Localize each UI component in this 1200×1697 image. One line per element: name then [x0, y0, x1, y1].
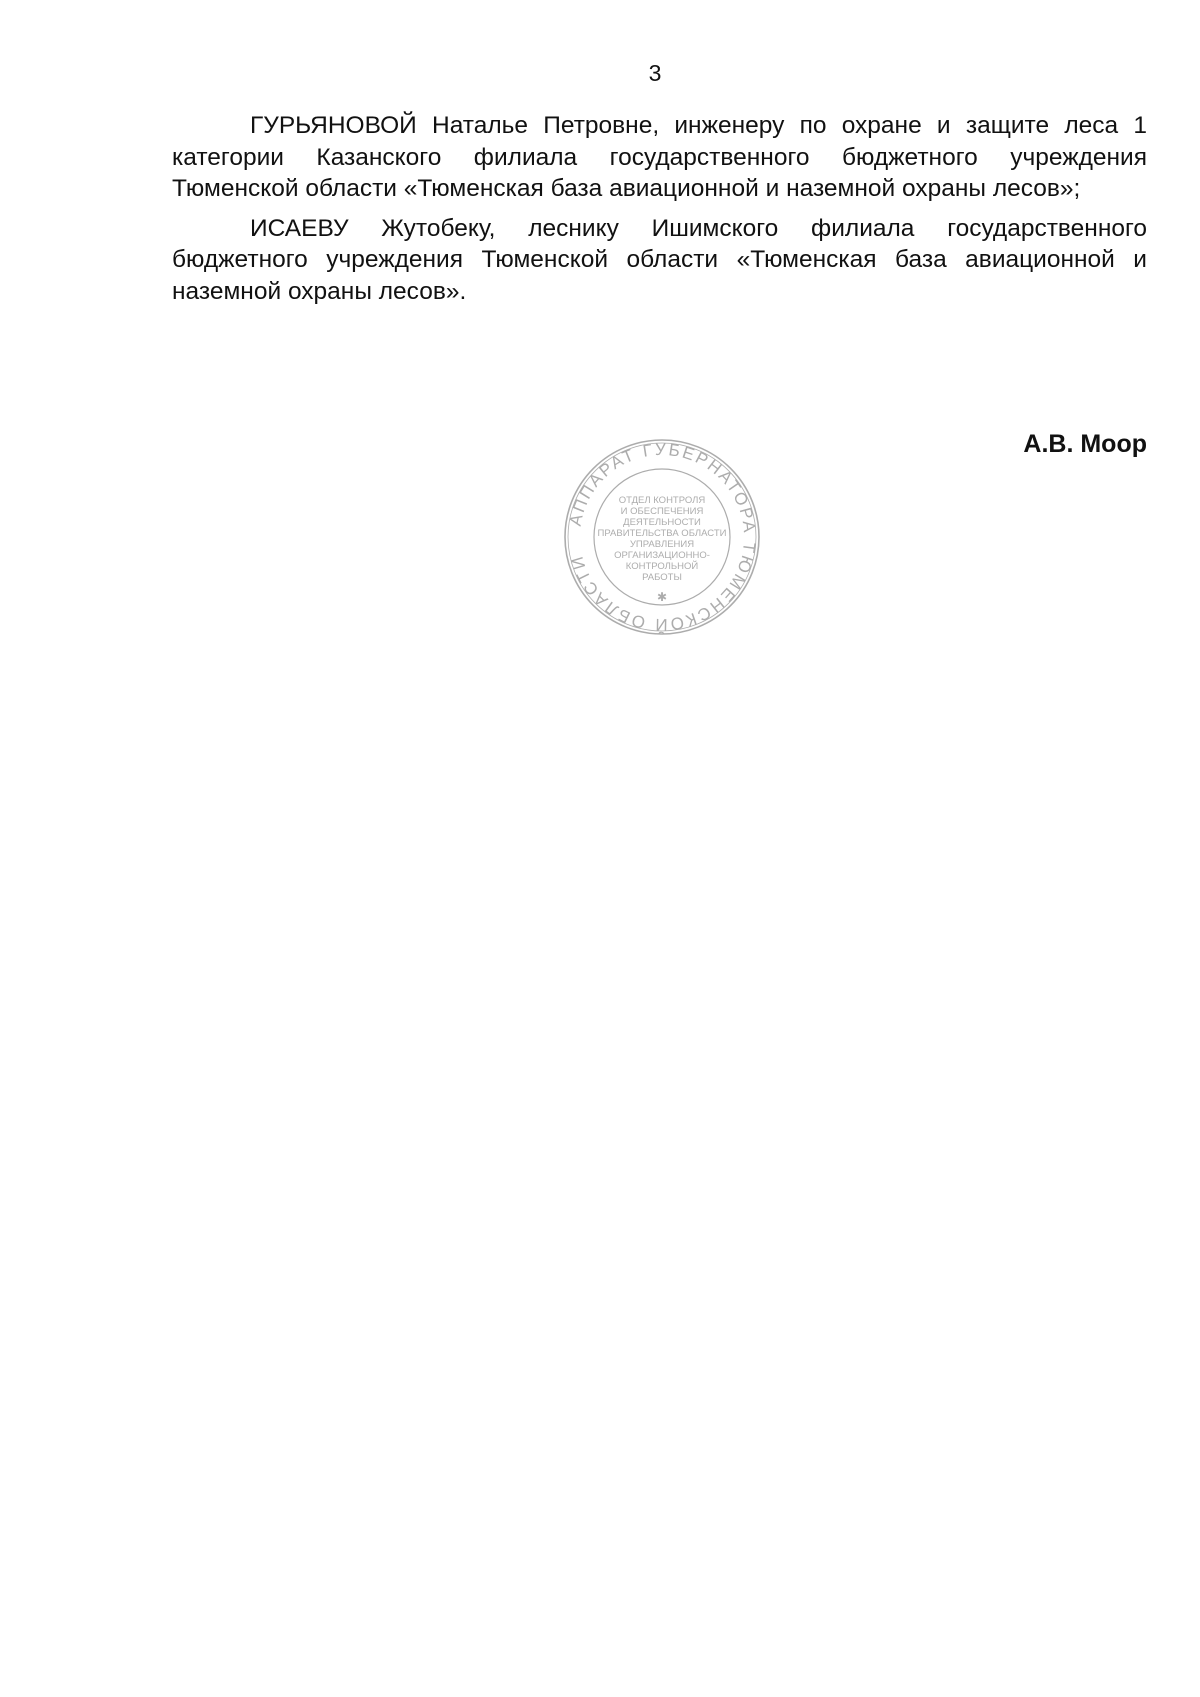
paragraph-isaev: ИСАЕВУ Жутобеку, леснику Ишимского филиала государственного бюджетного учреждения Тюменской области «Тюменская база авиационной и наземной охраны лесов».	[172, 214, 1147, 305]
seal-line: И ОБЕСПЕЧЕНИЯ	[620, 506, 704, 517]
page-number: 3	[648, 60, 662, 86]
seal-star-icon: ✱	[656, 590, 668, 604]
seal-line: УПРАВЛЕНИЯ	[629, 539, 695, 550]
document-body	[172, 110, 1147, 315]
seal-line: ПРАВИТЕЛЬСТВА ОБЛАСТИ	[597, 528, 727, 539]
paragraph-guryanova: ГУРЬЯНОВОЙ Наталье Петровне, инженеру по охране и защите леса 1 категории Казанского филиала государственного бюджетного учреждения Тюменской области «Тюменская база авиационной и наземной охраны лесов»;	[172, 112, 1147, 202]
seal-ring-text: АППАРАТ ГУБЕРНАТОРА ТЮМЕНСКОЙ ОБЛАСТИ	[565, 439, 760, 635]
signature-name: А.В. Моор	[1023, 430, 1147, 458]
seal-line: РАБОТЫ	[642, 572, 682, 583]
seal-line: КОНТРОЛЬНОЙ	[625, 561, 699, 572]
seal-line: ОРГАНИЗАЦИОННО-	[614, 550, 710, 561]
official-seal	[562, 437, 762, 637]
seal-line: ОТДЕЛ КОНТРОЛЯ	[618, 495, 706, 506]
seal-line: ДЕЯТЕЛЬНОСТИ	[623, 517, 701, 528]
